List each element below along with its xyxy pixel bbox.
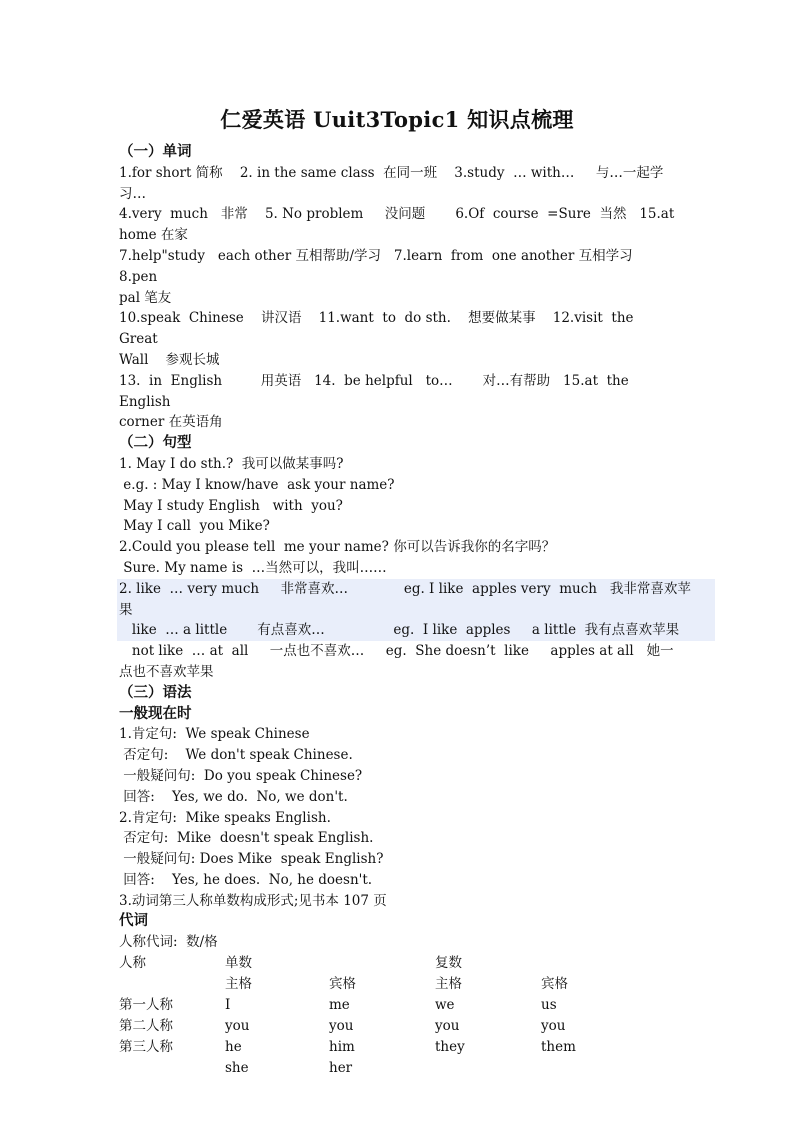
sentence-line: May I study English with you? [119,497,343,514]
grammar-line: 一般疑问句: Does Mike speak English? [119,851,384,868]
vocab-line: 习… [119,185,146,202]
pronoun-intro: 人称代词: 数/格 [119,934,218,951]
table-cell: you [541,1018,566,1035]
table-cell: me [329,997,350,1014]
table-cell: him [329,1039,355,1056]
grammar-line: 否定句: We don't speak Chinese. [119,747,353,764]
pronoun-heading: 代词 [119,912,148,930]
table-cell: 第二人称 [119,1018,173,1035]
vocab-line: corner 在英语角 [119,414,223,431]
grammar-line: 否定句: Mike doesn't speak English. [119,830,374,847]
present-tense-heading: 一般现在时 [119,704,192,722]
table-cell: he [225,1039,242,1056]
vocab-line: home 在家 [119,227,188,244]
vocab-line: 1.for short 简称 2. in the same class 在同一班 3.study … with… 与…一起学 [119,164,664,181]
table-cell [435,1058,541,1079]
table-header-cell [119,974,225,995]
vocab-line: Wall 参观长城 [119,351,220,368]
table-header-cell: 主格 [225,976,252,993]
highlighted-line: like … a little 有点喜欢… eg. I like apples a little 我有点喜欢苹果 [117,620,715,641]
table-cell: us [541,997,557,1014]
highlighted-line: 果 [117,600,715,621]
table-header-cell: 人称 [119,955,146,972]
table-header-cell: 主格 [435,976,462,993]
table-cell: you [329,1018,354,1035]
sentence-line: not like … at all 一点也不喜欢… eg. She doesn’t like apples at all 她一 [119,643,674,660]
grammar-line: 回答: Yes, we do. No, we don't. [119,788,348,805]
grammar-line: 1.肯定句: We speak Chinese [119,726,310,743]
pronoun-table [119,953,675,1079]
sentence-list [119,454,691,683]
grammar-line: 回答: Yes, he does. No, he doesn't. [119,871,373,888]
sentence-line: 点也不喜欢苹果 [119,663,214,680]
table-header-cell: 单数 [225,955,252,972]
grammar-line: 一般疑问句: Do you speak Chinese? [119,767,363,784]
table-cell: her [329,1060,353,1077]
sentence-line: 2.Could you please tell me your name? 你可以告诉我你的名字吗？ [119,539,556,556]
sentence-line: 1. May I do sth.? 我可以做某事吗? [119,455,344,472]
document-page [119,100,691,1079]
table-cell: you [225,1018,250,1035]
vocab-line: 4.very much 非常 5. No problem 没问题 6.Of course =Sure 当然 15.at [119,206,675,223]
vocab-line: 10.speak Chinese 讲汉语 11.want to do sth. 想要做某事 12.visit the Great [119,310,643,348]
sentence-heading: （二）句型 [119,434,192,452]
table-cell: she [225,1060,249,1077]
vocab-list [119,163,675,433]
sentence-line: May I call you Mike? [119,518,270,535]
table-cell: them [541,1039,576,1056]
grammar-line: 2.肯定句: Mike speaks English. [119,809,331,826]
table-cell: you [435,1018,460,1035]
grammar-line: 3.动词第三人称单数构成形式;见书本 107 页 [119,892,387,909]
grammar-heading: （三）语法 [119,683,192,701]
vocab-heading: （一）单词 [119,143,192,160]
document-title: 仁爱英语 Uuit3Topic1 知识点梳理 [220,107,574,132]
vocab-line: 13. in English 用英语 14. be helpful to… 对…有帮助 15.at the English [119,372,638,410]
grammar-list [119,724,675,911]
table-header-cell [541,953,641,974]
table-header-cell: 宾格 [329,976,356,993]
table-cell [119,1058,225,1079]
highlighted-line: 2. like … very much 非常喜欢… eg. I like apples very much 我非常喜欢苹 [117,579,715,600]
table-header-cell: 宾格 [541,976,568,993]
table-cell: 第三人称 [119,1039,173,1056]
table-cell [541,1058,641,1079]
table-header-cell: 复数 [435,955,462,972]
vocab-line: pal 笔友 [119,289,172,306]
sentence-line: Sure. My name is …当然可以，我叫…… [119,559,387,576]
vocab-line: 7.help"study each other 互相帮助/学习 7.learn from one another 互相学习 8.pen [119,247,650,285]
table-cell: 第一人称 [119,997,173,1014]
table-header-cell [329,953,435,974]
table-cell: we [435,997,455,1014]
sentence-line: e.g. : May I know/have ask your name? [119,476,395,493]
table-cell: they [435,1039,465,1056]
table-cell: I [225,997,231,1014]
